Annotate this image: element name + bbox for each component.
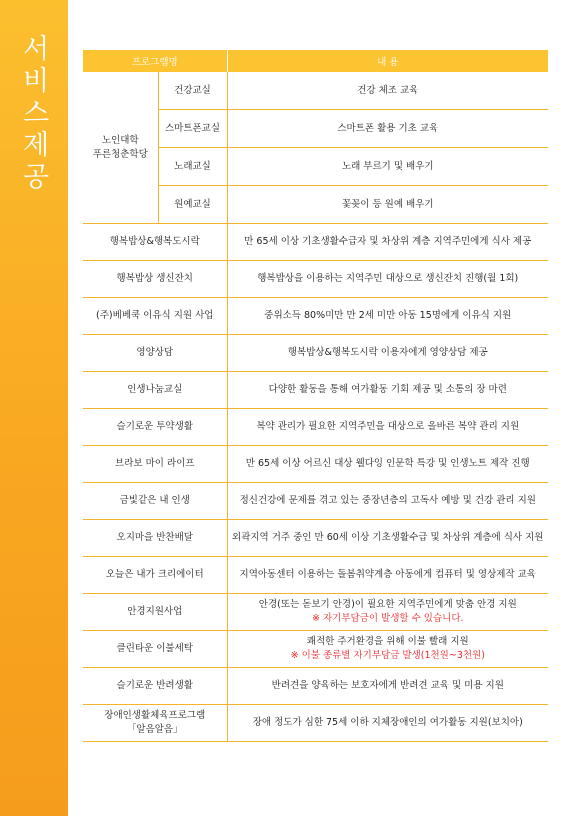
table-row xyxy=(83,372,548,409)
content-text: 안경(또는 돋보기 안경)이 필요한 지역주민에게 맞춤 안경 지원 xyxy=(258,599,517,610)
program-name: 슬기로운 반려생활 xyxy=(83,668,227,705)
program-content: 만 65세 이상 어르신 대상 웰다잉 인문학 특강 및 인생노트 제작 진행 xyxy=(227,446,548,483)
program-name: 영양상담 xyxy=(83,335,227,372)
header-program: 프로그램명 xyxy=(83,50,227,72)
title-char: 제 xyxy=(22,130,50,161)
program-name-line: 장애인생활체육프로그램 xyxy=(104,710,206,721)
program-name: 클린타운 이불세탁 xyxy=(83,631,227,668)
table-row xyxy=(83,72,548,110)
cost-notice: ※ 이불 종류별 자기부담금 발생(1천원~3천원) xyxy=(290,650,485,661)
table-row xyxy=(83,446,548,483)
program-name xyxy=(83,705,227,742)
program-content: 노래 부르기 및 배우기 xyxy=(227,148,548,186)
program-name: 행복밥상 생신잔치 xyxy=(83,261,227,298)
program-content: 건강 체조 교육 xyxy=(227,72,548,110)
cost-notice: ※ 자기부담금이 발생할 수 있습니다. xyxy=(311,613,464,624)
table-row xyxy=(83,668,548,705)
program-content: 스마트폰 활용 기초 교육 xyxy=(227,110,548,148)
title-char: 공 xyxy=(22,162,50,193)
sub-program-name: 건강교실 xyxy=(158,72,227,110)
table-row xyxy=(83,298,548,335)
content-text: 쾌적한 주거환경을 위해 이불 빨래 지원 xyxy=(306,636,469,647)
program-name: 슬기로운 투약생활 xyxy=(83,409,227,446)
program-content: 행복밥상을 이용하는 지역주민 대상으로 생신잔치 진행(월 1회) xyxy=(227,261,548,298)
table-row xyxy=(83,483,548,520)
program-name: (주)베베쿡 이유식 지원 사업 xyxy=(83,298,227,335)
program-name: 금빛같은 내 인생 xyxy=(83,483,227,520)
program-name: 브라보 마이 라이프 xyxy=(83,446,227,483)
program-content: 외곽지역 거주 중인 만 60세 이상 기초생활수급 및 차상위 계층에 식사 지원 xyxy=(227,520,548,557)
program-content: 만 65세 이상 기초생활수급자 및 차상위 계층 지역주민에게 식사 제공 xyxy=(227,224,548,261)
program-content: 꽃꽂이 등 원예 배우기 xyxy=(227,186,548,224)
program-name: 오지마을 반찬배달 xyxy=(83,520,227,557)
service-table xyxy=(83,50,548,742)
program-name: 행복밥상&행복도시락 xyxy=(83,224,227,261)
program-content xyxy=(227,631,548,668)
table-row xyxy=(83,705,548,742)
table-row xyxy=(83,631,548,668)
program-content: 반려견을 양육하는 보호자에게 반려견 교육 및 미용 지원 xyxy=(227,668,548,705)
program-name-line: 「알음알음」 xyxy=(126,724,183,735)
program-content: 행복밥상&행복도시락 이용자에게 영양상담 제공 xyxy=(227,335,548,372)
table-row xyxy=(83,520,548,557)
program-name: 오늘은 내가 크리에이터 xyxy=(83,557,227,594)
program-content: 정신건강에 문제를 겪고 있는 중장년층의 고독사 예방 및 건강 관리 지원 xyxy=(227,483,548,520)
table-row xyxy=(83,224,548,261)
vertical-section-title xyxy=(18,34,54,194)
title-char: 서 xyxy=(22,34,50,65)
group-name-line: 노인대학 xyxy=(101,134,139,146)
group-name-senior-college xyxy=(83,72,158,224)
group-name-line: 푸른청춘학당 xyxy=(92,148,148,160)
sub-program-name: 노래교실 xyxy=(158,148,227,186)
sub-program-name: 원예교실 xyxy=(158,186,227,224)
header-content: 내 용 xyxy=(227,50,548,72)
table-row xyxy=(83,594,548,631)
program-content: 중위소득 80%미만 만 2세 미만 아동 15명에게 이유식 지원 xyxy=(227,298,548,335)
program-content: 장애 정도가 심한 75세 이하 지체장애인의 여가활동 지원(보치아) xyxy=(227,705,548,742)
program-content xyxy=(227,594,548,631)
program-content: 복약 관리가 필요한 지역주민을 대상으로 올바른 복약 관리 지원 xyxy=(227,409,548,446)
program-content: 지역아동센터 이용하는 돌봄취약계층 아동에게 컴퓨터 및 영상제작 교육 xyxy=(227,557,548,594)
program-name: 인생나눔교실 xyxy=(83,372,227,409)
table-row xyxy=(83,557,548,594)
table-row xyxy=(83,335,548,372)
title-char: 스 xyxy=(22,98,50,129)
sub-program-name: 스마트폰교실 xyxy=(158,110,227,148)
table-header-row xyxy=(83,50,548,72)
table-row xyxy=(83,409,548,446)
program-content: 다양한 활동을 통해 여가활동 기회 제공 및 소통의 장 마련 xyxy=(227,372,548,409)
title-char: 비 xyxy=(22,66,50,97)
program-name: 안경지원사업 xyxy=(83,594,227,631)
table-row xyxy=(83,261,548,298)
